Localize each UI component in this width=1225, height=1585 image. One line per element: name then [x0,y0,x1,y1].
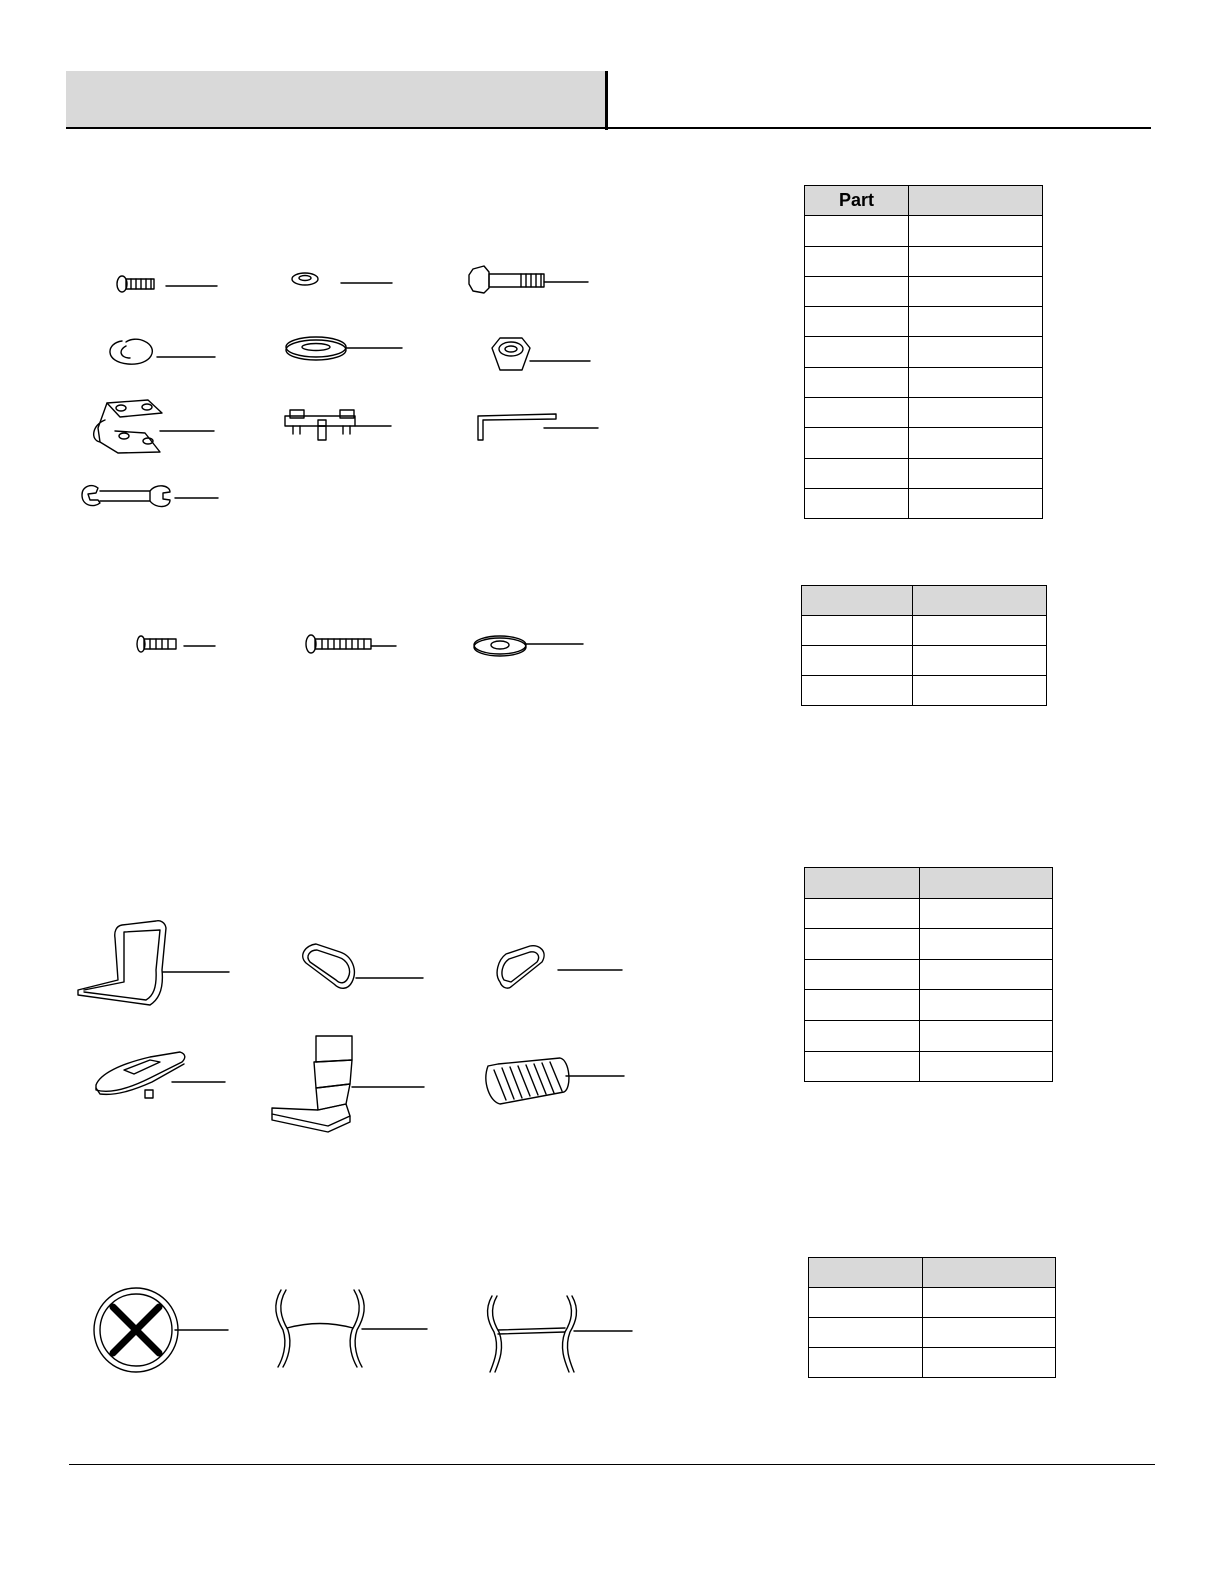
parts-illustrations [60,240,660,1390]
table-cell [909,216,1043,246]
table-row [805,398,1043,428]
table-row [805,337,1043,367]
table-cell [923,1348,1056,1378]
header-title-band [66,71,607,128]
table-cell [805,898,920,929]
table-parts-table [808,1257,1056,1378]
table-cell [909,337,1043,367]
table-cell [920,1020,1053,1051]
table-cell [805,488,909,518]
table-cell [909,458,1043,488]
table-cell [913,646,1047,676]
table-cell [920,1051,1053,1082]
table-cell [805,337,909,367]
table-header-qty [923,1258,1056,1288]
table-row [805,307,1043,337]
header-divider [605,71,608,130]
table-row [805,428,1043,458]
table-cell [923,1318,1056,1348]
swivel-bracket-icon [94,400,214,453]
table-row [805,246,1043,276]
lumbar-pillow-icon [486,1058,624,1104]
table-row [805,458,1043,488]
header-rule [66,127,1151,129]
table-cell [805,307,909,337]
large-washer-icon [474,636,583,656]
table-leg-frame-b-icon [488,1296,632,1372]
chair-parts-table [804,867,1053,1082]
table-header-qty [920,868,1053,899]
seat-cushion-icon [272,1036,424,1132]
table-cell [802,676,913,706]
extra-hardware-parts-table [801,585,1047,706]
table-row [809,1318,1056,1348]
table-cell [923,1288,1056,1318]
table-cell [805,216,909,246]
table-cell [913,676,1047,706]
armrest-right-icon [497,946,622,988]
button-head-bolt-icon [117,276,217,292]
table-cell [920,990,1053,1021]
table-leg-frame-a-icon [276,1290,427,1367]
table-cell [909,276,1043,306]
seat-frame-icon [78,921,229,1005]
table-cell [809,1288,923,1318]
armrest-left-icon [303,944,423,988]
table-row [805,276,1043,306]
flat-washer-icon [286,337,402,360]
table-row [805,1020,1053,1051]
table-top-icon [94,1288,228,1372]
table-cell [809,1318,923,1348]
table-cell [805,367,909,397]
table-row [805,488,1043,518]
table-cell [909,367,1043,397]
table-cell [805,1051,920,1082]
table-header-qty [909,186,1043,216]
table-row [802,616,1047,646]
hex-bolt-icon [469,266,588,293]
table-header-part [805,868,920,899]
table-header-part [809,1258,923,1288]
table-row [805,898,1053,929]
table-row [805,929,1053,960]
table-cell [909,246,1043,276]
long-bolt-icon [306,635,396,653]
table-cell [909,398,1043,428]
split-lock-washer-icon [110,339,215,364]
table-header-qty [913,586,1047,616]
table-cell [909,488,1043,518]
table-cell [805,398,909,428]
table-header-part: Part [805,186,909,216]
table-header-part [802,586,913,616]
table-row [809,1288,1056,1318]
table-row [805,216,1043,246]
hardware-parts-table [804,185,1043,519]
table-cell [805,458,909,488]
table-row [802,646,1047,676]
table-row [805,959,1053,990]
table-cell [805,276,909,306]
table-cell [805,428,909,458]
table-cell [802,646,913,676]
table-row [809,1348,1056,1378]
footer-rule [69,1464,1155,1465]
table-cell [913,616,1047,646]
table-cell [920,929,1053,960]
table-row [805,1051,1053,1082]
small-washer-icon [292,273,392,285]
lock-nut-icon [492,338,590,370]
table-row [805,367,1043,397]
table-cell [909,307,1043,337]
table-cell [805,990,920,1021]
table-cell [805,246,909,276]
table-row [802,676,1047,706]
table-cell [920,898,1053,929]
table-row [805,990,1053,1021]
table-cell [805,929,920,960]
allen-wrench-icon [478,414,598,440]
open-end-wrench-icon [82,486,218,507]
swivel-plate-icon [285,410,391,440]
short-bolt-icon [137,636,215,652]
swivel-base-icon [96,1052,225,1098]
table-cell [920,959,1053,990]
table-cell [802,616,913,646]
table-cell [805,959,920,990]
table-cell [809,1348,923,1378]
table-cell [805,1020,920,1051]
table-cell [909,428,1043,458]
